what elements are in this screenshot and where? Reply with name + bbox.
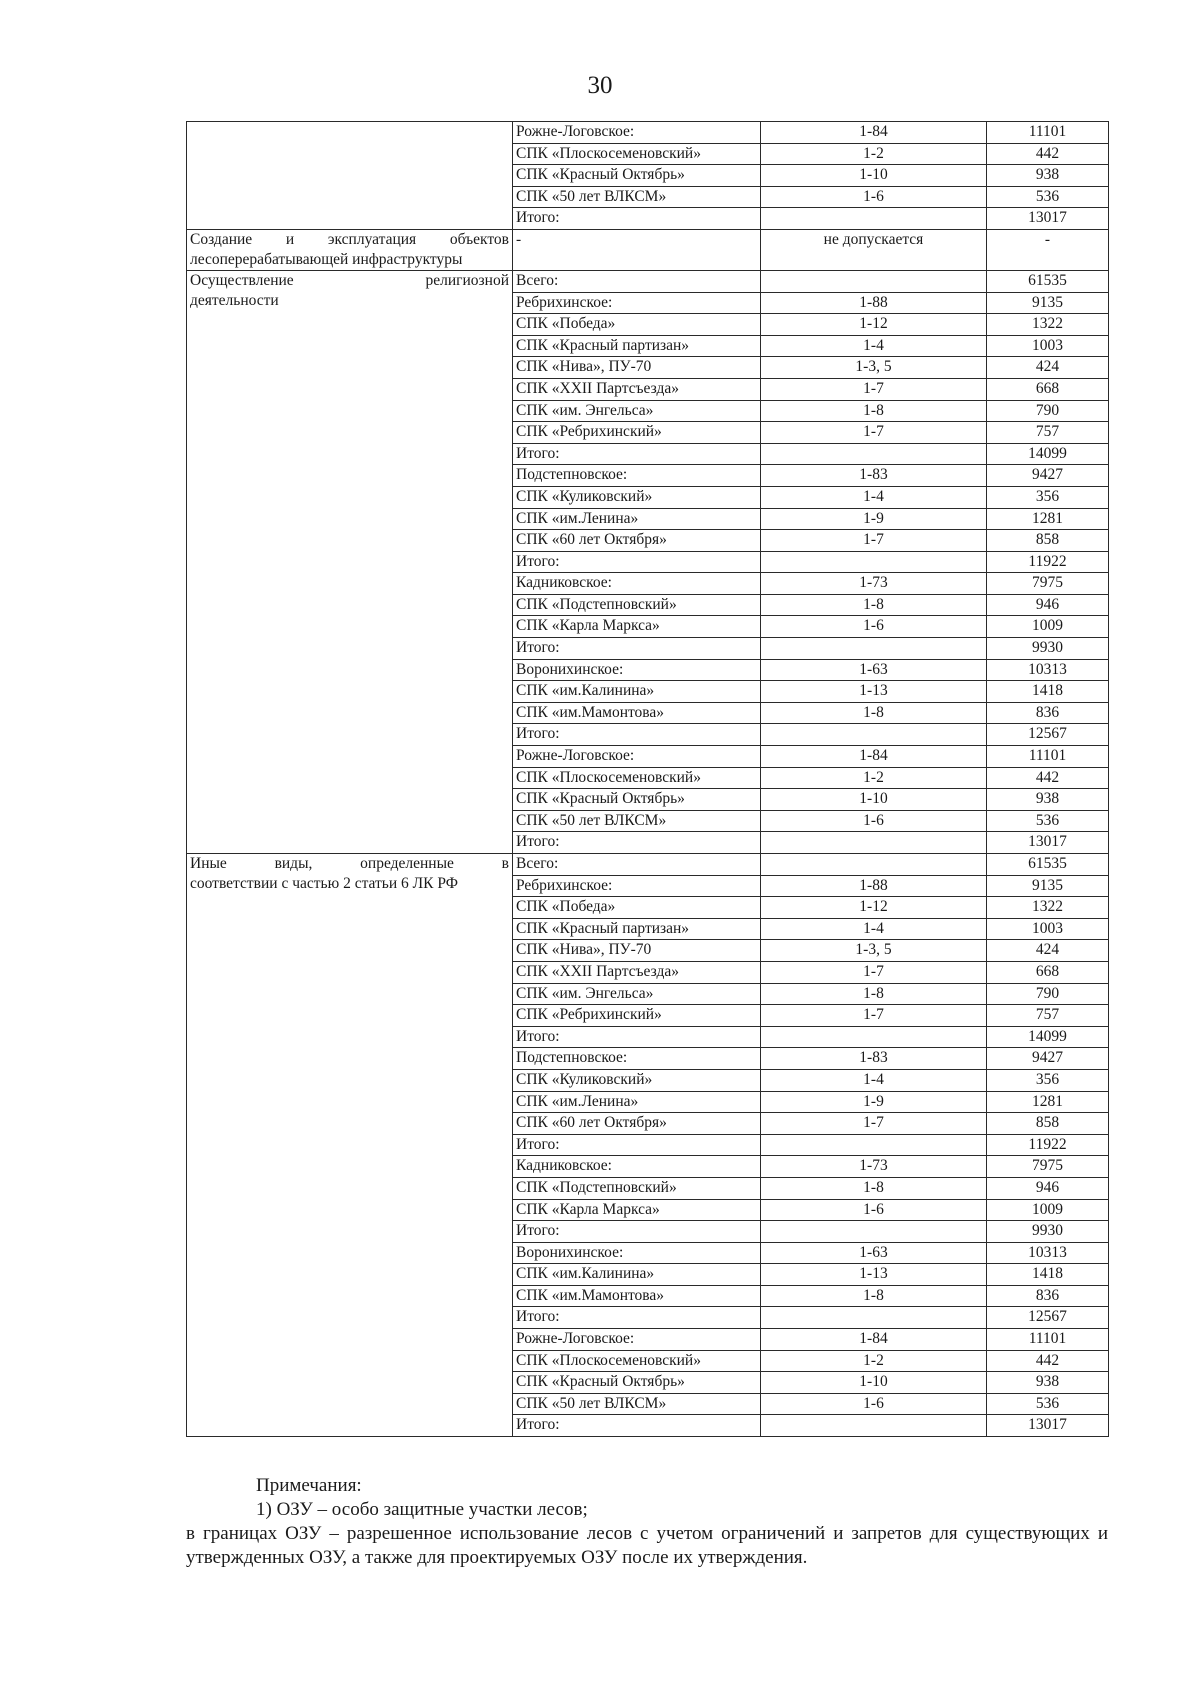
area-name-cell: СПК «им.Мамонтова»	[513, 702, 761, 724]
area-value-cell: 1003	[987, 335, 1109, 357]
area-value-cell: 61535	[987, 854, 1109, 876]
category-line: Осуществление религиозной	[190, 271, 509, 289]
quarters-cell	[761, 551, 987, 573]
area-value-cell: 790	[987, 400, 1109, 422]
area-value-cell: 858	[987, 530, 1109, 552]
forest-use-table	[186, 121, 1109, 1437]
area-name-cell: Кадниковское:	[513, 573, 761, 595]
area-name-cell: СПК «60 лет Октября»	[513, 1113, 761, 1135]
area-name-cell: СПК «Красный Октябрь»	[513, 1372, 761, 1394]
category-line: Иные виды, определенные в	[190, 855, 509, 872]
area-name-cell: СПК «Ребрихинский»	[513, 422, 761, 444]
area-name-cell: СПК «Победа»	[513, 314, 761, 336]
quarters-cell: 1-73	[761, 1156, 987, 1178]
area-name-cell: СПК «Красный партизан»	[513, 335, 761, 357]
quarters-cell: 1-10	[761, 789, 987, 811]
area-name-cell: СПК «Нива», ПУ-70	[513, 357, 761, 379]
quarters-cell: 1-12	[761, 897, 987, 919]
area-name-cell: Итого:	[513, 832, 761, 854]
area-name-cell: Воронихинское:	[513, 1242, 761, 1264]
quarters-cell: 1-8	[761, 702, 987, 724]
area-value-cell: 14099	[987, 1026, 1109, 1048]
area-name-cell: СПК «Победа»	[513, 897, 761, 919]
area-value-cell: 946	[987, 1177, 1109, 1199]
area-value-cell: 836	[987, 1285, 1109, 1307]
quarters-cell: 1-83	[761, 465, 987, 487]
notes-heading: Примечания:	[256, 1475, 362, 1496]
area-value-cell: 757	[987, 1005, 1109, 1027]
area-value-cell: 9135	[987, 292, 1109, 314]
area-value-cell: 7975	[987, 573, 1109, 595]
quarters-cell	[761, 208, 987, 230]
quarters-cell: 1-13	[761, 681, 987, 703]
category-cell	[187, 229, 513, 270]
quarters-cell	[761, 1415, 987, 1437]
quarters-cell: 1-4	[761, 335, 987, 357]
area-value-cell: 11922	[987, 1134, 1109, 1156]
area-name-cell: Итого:	[513, 724, 761, 746]
quarters-cell	[761, 1221, 987, 1243]
area-name-cell: СПК «им.Ленина»	[513, 508, 761, 530]
quarters-cell: 1-2	[761, 143, 987, 165]
area-name-cell: СПК «Плоскосеменовский»	[513, 143, 761, 165]
quarters-cell: 1-12	[761, 314, 987, 336]
area-value-cell: 536	[987, 186, 1109, 208]
quarters-cell: 1-84	[761, 746, 987, 768]
quarters-cell: 1-8	[761, 1177, 987, 1199]
quarters-cell: не допускается	[761, 229, 987, 270]
area-value-cell: 536	[987, 810, 1109, 832]
area-name-cell: Ребрихинское:	[513, 875, 761, 897]
area-name-cell: СПК «50 лет ВЛКСМ»	[513, 1393, 761, 1415]
quarters-cell: 1-88	[761, 292, 987, 314]
area-name-cell: СПК «им.Ленина»	[513, 1091, 761, 1113]
area-value-cell: 11101	[987, 1329, 1109, 1351]
area-value-cell: 11101	[987, 122, 1109, 144]
notes-block	[186, 1474, 1108, 1570]
quarters-cell: 1-8	[761, 594, 987, 616]
category-line: соответствии с частью 2 статьи 6 ЛК РФ	[190, 875, 458, 892]
area-name-cell: Воронихинское:	[513, 659, 761, 681]
quarters-cell	[761, 1026, 987, 1048]
quarters-cell: 1-13	[761, 1264, 987, 1286]
quarters-cell: 1-7	[761, 378, 987, 400]
area-value-cell: 7975	[987, 1156, 1109, 1178]
table-row	[187, 229, 1109, 270]
category-line: Создание и эксплуатация объектов	[190, 230, 509, 248]
area-value-cell: 536	[987, 1393, 1109, 1415]
quarters-cell: 1-6	[761, 1393, 987, 1415]
area-name-cell: СПК «Красный Октябрь»	[513, 789, 761, 811]
area-value-cell: 9930	[987, 638, 1109, 660]
area-name-cell: Итого:	[513, 1415, 761, 1437]
page-number: 30	[587, 72, 613, 99]
quarters-cell: 1-9	[761, 1091, 987, 1113]
quarters-cell	[761, 832, 987, 854]
area-name-cell: СПК «Карла Маркса»	[513, 1199, 761, 1221]
area-name-cell: Всего:	[513, 270, 761, 292]
quarters-cell: 1-4	[761, 918, 987, 940]
quarters-cell	[761, 270, 987, 292]
area-name-cell: СПК «им.Мамонтова»	[513, 1285, 761, 1307]
quarters-cell: 1-84	[761, 122, 987, 144]
area-value-cell: 10313	[987, 659, 1109, 681]
area-name-cell: Итого:	[513, 1307, 761, 1329]
area-name-cell: СПК «Куликовский»	[513, 486, 761, 508]
area-name-cell: Всего:	[513, 854, 761, 876]
area-value-cell: 9427	[987, 465, 1109, 487]
category-cell	[187, 270, 513, 853]
area-value-cell: 61535	[987, 270, 1109, 292]
area-value-cell: 1322	[987, 314, 1109, 336]
area-value-cell: 13017	[987, 832, 1109, 854]
quarters-cell: 1-4	[761, 486, 987, 508]
area-name-cell: Подстепновское:	[513, 1048, 761, 1070]
area-value-cell: 442	[987, 1350, 1109, 1372]
quarters-cell: 1-7	[761, 422, 987, 444]
category-cell	[187, 854, 513, 1437]
quarters-cell	[761, 1134, 987, 1156]
area-name-cell: Рожне-Логовское:	[513, 1329, 761, 1351]
area-value-cell: 946	[987, 594, 1109, 616]
area-name-cell: СПК «60 лет Октября»	[513, 530, 761, 552]
area-name-cell: СПК «Подстепновский»	[513, 1177, 761, 1199]
table-row	[187, 122, 1109, 144]
area-value-cell: 668	[987, 961, 1109, 983]
quarters-cell: 1-7	[761, 1005, 987, 1027]
area-name-cell: Рожне-Логовское:	[513, 122, 761, 144]
quarters-cell: 1-3, 5	[761, 357, 987, 379]
area-value-cell: 11922	[987, 551, 1109, 573]
area-name-cell: СПК «XXII Партсъезда»	[513, 378, 761, 400]
area-name-cell: СПК «Карла Маркса»	[513, 616, 761, 638]
area-name-cell: СПК «Ребрихинский»	[513, 1005, 761, 1027]
area-value-cell: 836	[987, 702, 1109, 724]
area-name-cell: -	[513, 229, 761, 270]
quarters-cell: 1-7	[761, 961, 987, 983]
category-cell	[187, 122, 513, 230]
quarters-cell: 1-63	[761, 659, 987, 681]
area-value-cell: 12567	[987, 724, 1109, 746]
quarters-cell: 1-7	[761, 1113, 987, 1135]
quarters-cell	[761, 724, 987, 746]
area-value-cell: 356	[987, 486, 1109, 508]
category-line: лесоперерабатывающей инфраструктуры	[190, 250, 463, 268]
area-value-cell: 9427	[987, 1048, 1109, 1070]
quarters-cell	[761, 1307, 987, 1329]
area-value-cell: 1418	[987, 1264, 1109, 1286]
quarters-cell	[761, 854, 987, 876]
quarters-cell: 1-8	[761, 400, 987, 422]
quarters-cell: 1-10	[761, 165, 987, 187]
area-name-cell: СПК «Куликовский»	[513, 1069, 761, 1091]
quarters-cell: 1-6	[761, 1199, 987, 1221]
quarters-cell: 1-9	[761, 508, 987, 530]
quarters-cell: 1-7	[761, 530, 987, 552]
area-name-cell: СПК «XXII Партсъезда»	[513, 961, 761, 983]
area-value-cell: 13017	[987, 208, 1109, 230]
area-value-cell: 1281	[987, 1091, 1109, 1113]
area-name-cell: Итого:	[513, 208, 761, 230]
area-name-cell: СПК «им.Калинина»	[513, 681, 761, 703]
area-value-cell: 938	[987, 165, 1109, 187]
area-name-cell: СПК «Красный Октябрь»	[513, 165, 761, 187]
area-value-cell: 790	[987, 983, 1109, 1005]
area-value-cell: 757	[987, 422, 1109, 444]
area-name-cell: Итого:	[513, 1221, 761, 1243]
quarters-cell: 1-84	[761, 1329, 987, 1351]
area-name-cell: Кадниковское:	[513, 1156, 761, 1178]
quarters-cell: 1-8	[761, 1285, 987, 1307]
area-name-cell: Подстепновское:	[513, 465, 761, 487]
area-value-cell: 1322	[987, 897, 1109, 919]
area-name-cell: СПК «Нива», ПУ-70	[513, 940, 761, 962]
quarters-cell: 1-10	[761, 1372, 987, 1394]
notes-item-1: 1) ОЗУ – особо защитные участки лесов;	[256, 1499, 588, 1520]
area-name-cell: СПК «им. Энгельса»	[513, 983, 761, 1005]
area-name-cell: Рожне-Логовское:	[513, 746, 761, 768]
quarters-cell: 1-6	[761, 810, 987, 832]
area-value-cell: 9930	[987, 1221, 1109, 1243]
notes-paragraph: в границах ОЗУ – разрешенное использование лесов с учетом ограничений и запретов для существующих и утвержденных ОЗУ, а также для проектируемых ОЗУ после их утверждения.	[186, 1523, 1108, 1568]
quarters-cell: 1-6	[761, 616, 987, 638]
area-value-cell: 938	[987, 1372, 1109, 1394]
area-value-cell: 938	[987, 789, 1109, 811]
area-value-cell: 1003	[987, 918, 1109, 940]
quarters-cell: 1-3, 5	[761, 940, 987, 962]
quarters-cell: 1-2	[761, 767, 987, 789]
area-name-cell: СПК «Подстепновский»	[513, 594, 761, 616]
quarters-cell: 1-6	[761, 186, 987, 208]
area-value-cell: 9135	[987, 875, 1109, 897]
area-name-cell: СПК «им. Энгельса»	[513, 400, 761, 422]
area-name-cell: СПК «им.Калинина»	[513, 1264, 761, 1286]
area-name-cell: Ребрихинское:	[513, 292, 761, 314]
area-value-cell: 424	[987, 940, 1109, 962]
table-row	[187, 270, 1109, 292]
quarters-cell: 1-4	[761, 1069, 987, 1091]
area-name-cell: СПК «50 лет ВЛКСМ»	[513, 186, 761, 208]
area-value-cell: 14099	[987, 443, 1109, 465]
table-row	[187, 854, 1109, 876]
area-value-cell: -	[987, 229, 1109, 270]
area-name-cell: Итого:	[513, 443, 761, 465]
area-value-cell: 442	[987, 767, 1109, 789]
quarters-cell: 1-83	[761, 1048, 987, 1070]
area-value-cell: 1009	[987, 1199, 1109, 1221]
category-line: деятельности	[190, 291, 279, 309]
quarters-cell	[761, 443, 987, 465]
area-value-cell: 356	[987, 1069, 1109, 1091]
quarters-cell	[761, 638, 987, 660]
quarters-cell: 1-8	[761, 983, 987, 1005]
quarters-cell: 1-2	[761, 1350, 987, 1372]
quarters-cell: 1-88	[761, 875, 987, 897]
area-name-cell: СПК «Плоскосеменовский»	[513, 767, 761, 789]
area-value-cell: 424	[987, 357, 1109, 379]
area-value-cell: 10313	[987, 1242, 1109, 1264]
area-name-cell: Итого:	[513, 1134, 761, 1156]
quarters-cell: 1-63	[761, 1242, 987, 1264]
area-name-cell: СПК «Плоскосеменовский»	[513, 1350, 761, 1372]
area-value-cell: 442	[987, 143, 1109, 165]
area-name-cell: Итого:	[513, 1026, 761, 1048]
area-name-cell: СПК «Красный партизан»	[513, 918, 761, 940]
area-value-cell: 1281	[987, 508, 1109, 530]
area-value-cell: 858	[987, 1113, 1109, 1135]
area-value-cell: 12567	[987, 1307, 1109, 1329]
area-name-cell: СПК «50 лет ВЛКСМ»	[513, 810, 761, 832]
area-name-cell: Итого:	[513, 551, 761, 573]
area-value-cell: 668	[987, 378, 1109, 400]
area-value-cell: 13017	[987, 1415, 1109, 1437]
area-value-cell: 1009	[987, 616, 1109, 638]
area-value-cell: 11101	[987, 746, 1109, 768]
quarters-cell: 1-73	[761, 573, 987, 595]
area-name-cell: Итого:	[513, 638, 761, 660]
area-value-cell: 1418	[987, 681, 1109, 703]
